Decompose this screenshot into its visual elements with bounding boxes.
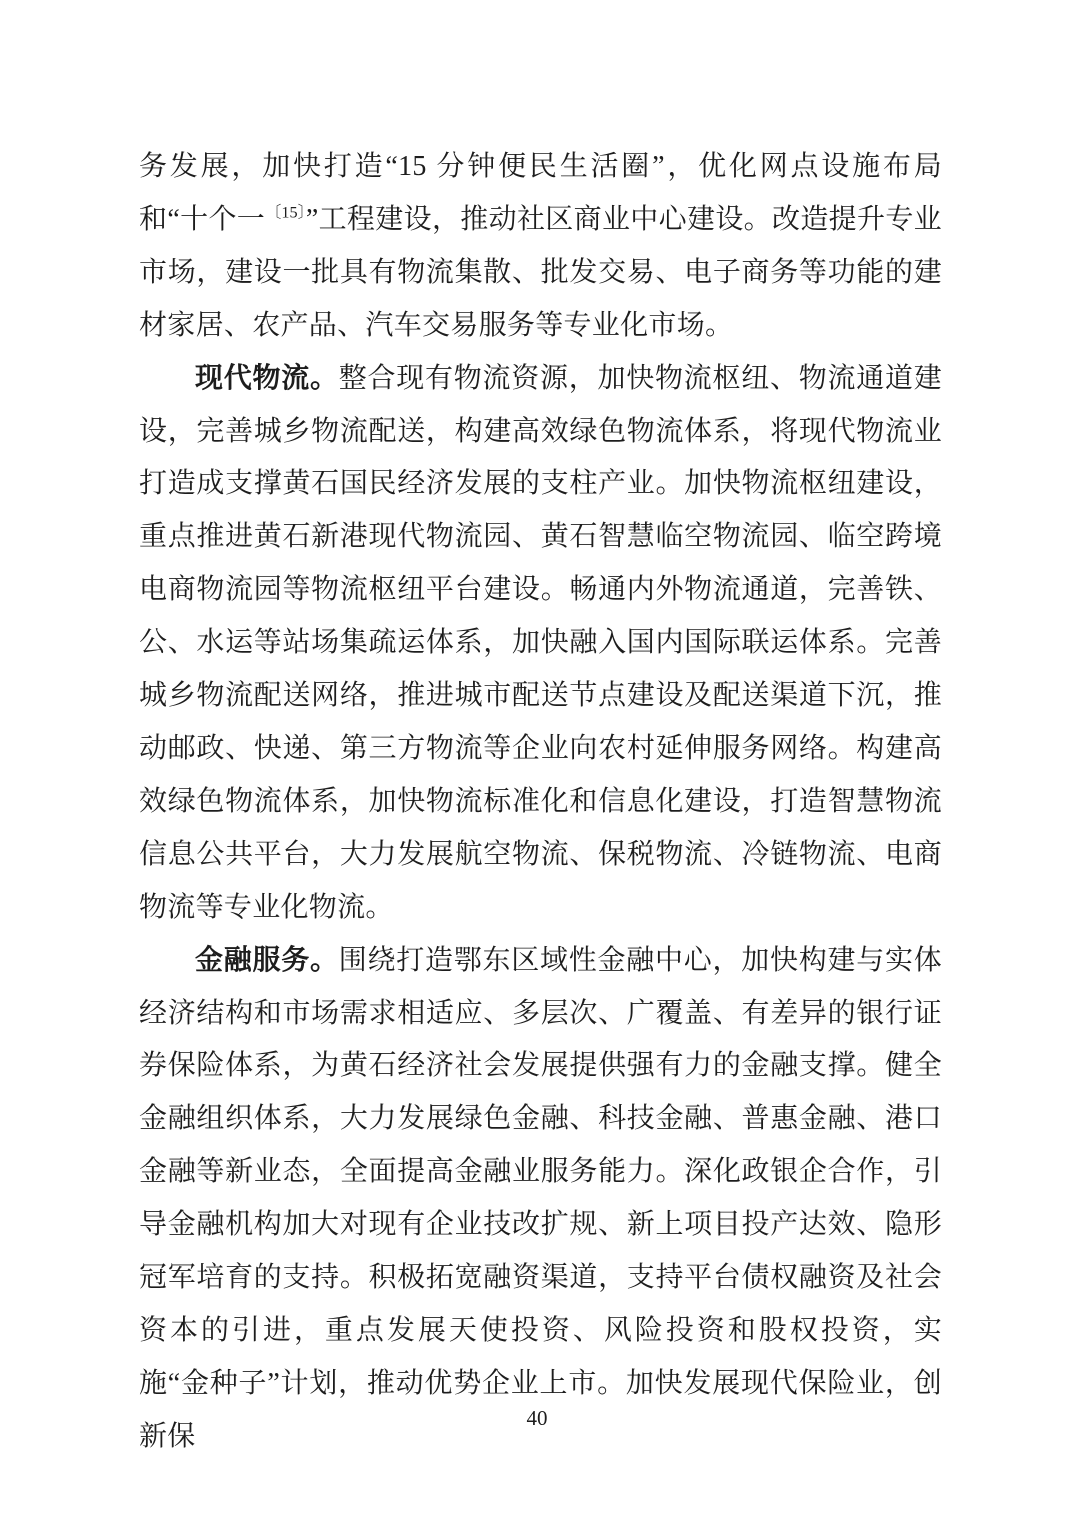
page-number: 40 <box>526 1406 548 1430</box>
paragraph-text: 围绕打造鄂东区域性金融中心，加快构建与实体经济结构和市场需求相适应、多层次、广覆盖、有差异的银行证券保险体系，为黄石经济社会发展提供强有力的金融支撑。健全金融组织体系，大力发展绿色金融、科技金融、普惠金融、港口金融等新业态，全面提高金融业服务能力。深化政银企合作，引导金融机构加大对现有企业技改扩规、新上项目投产达效、隐形冠军培育的支持。积极拓宽融资渠道，支持平台债权融资及社会资本的引进，重点发展天使投资、风险投资和股权投资，实施“金种子”计划，推动优势企业上市。加快发展现代保险业，创新保 <box>139 944 942 1452</box>
text-block <box>139 141 942 1464</box>
paragraph-text: 整合现有物流资源，加快物流枢纽、物流通道建设，完善城乡物流配送，构建高效绿色物流体系，将现代物流业打造成支撑黄石国民经济发展的支柱产业。加快物流枢纽建设，重点推进黄石新港现代物流园、黄石智慧临空物流园、临空跨境电商物流园等物流枢纽平台建设。畅通内外物流通道，完善铁、公、水运等站场集疏运体系，加快融入国内国际联运体系。完善城乡物流配送网络，推进城市配送节点建设及配送渠道下沉，推动邮政、快递、第三方物流等企业向农村延伸服务网络。构建高效绿色物流体系，加快物流标准化和信息化建设，打造智慧物流信息公共平台，大力发展航空物流、保税物流、冷链物流、电商物流等专业化物流。 <box>139 362 942 923</box>
footnote-reference-15: 〔15〕 <box>265 203 306 222</box>
paragraph-finance <box>139 935 942 1464</box>
paragraph-lead: 金融服务。 <box>195 944 339 976</box>
paragraph-commerce <box>139 141 942 353</box>
paragraph-text: ”工程建设，推动社区商业中心建设。改造提升专业市场，建设一批具有物流集散、批发交易、电子商务等功能的建材家居、农产品、汽车交易服务等专业化市场。 <box>139 203 942 341</box>
paragraph-text: 务发展，加快打造“15 分钟便民生活圈”，优化网点设施布局和“十个一 <box>139 151 942 235</box>
paragraph-logistics <box>139 353 942 935</box>
paragraph-lead: 现代物流。 <box>195 362 339 394</box>
